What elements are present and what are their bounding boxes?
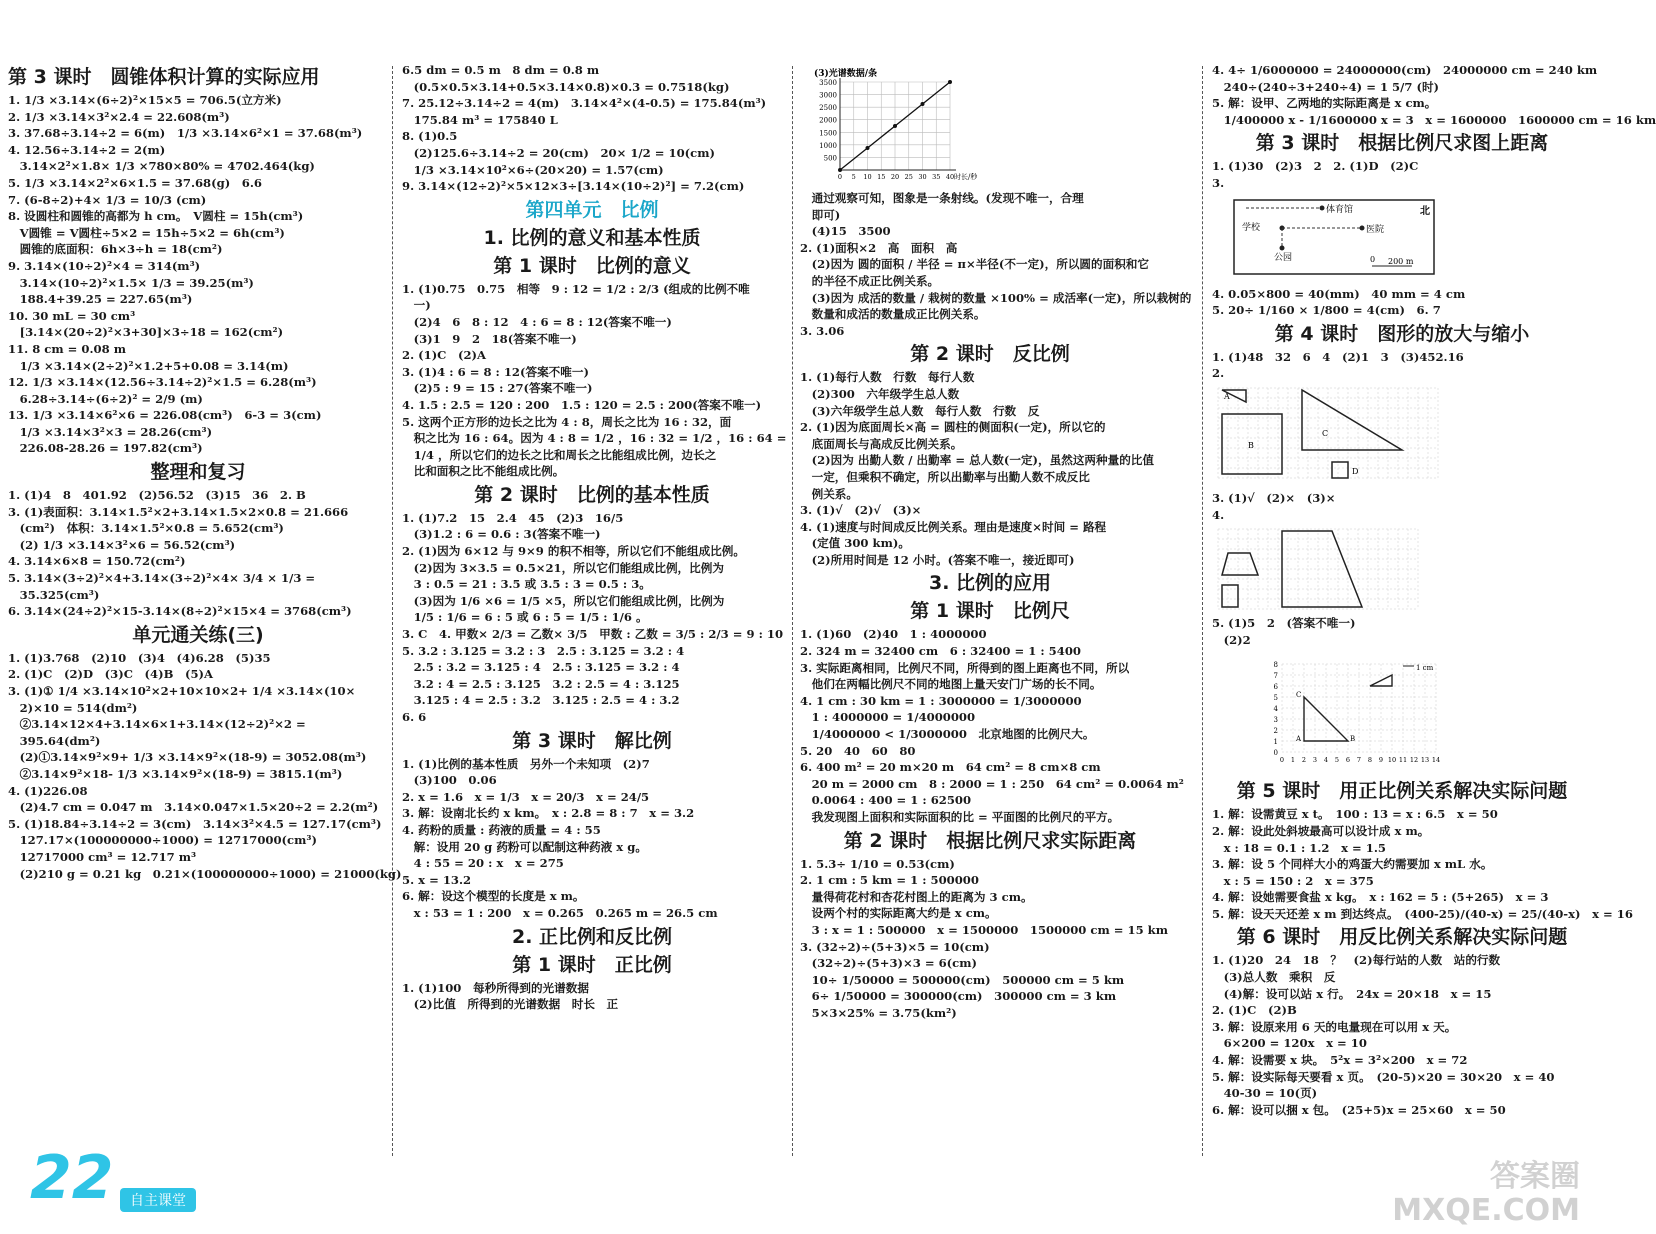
answer-line: 12. 1/3 ×3.14×(12.56÷3.14÷2)²×1.5 = 6.28(m³): [8, 375, 317, 390]
answer-line: 3. 解：设 5 个同样大小的鸡蛋大约需要加 x mL 水。: [1212, 857, 1493, 872]
answer-line: x : 18 = 0.1 : 1.2 x = 1.5: [1212, 840, 1386, 855]
answer-line: 11. 8 cm = 0.08 m: [8, 341, 126, 356]
svg-text:C: C: [1322, 428, 1329, 438]
answer-line: 127.17×(100000000÷1000) = 12717000(cm³): [8, 833, 317, 848]
answer-lines: [402, 281, 787, 480]
answer-line: 3. 实际距离相同，比例尺不同，所得到的图上距离也不同，所以: [800, 660, 1130, 675]
answer-line: (2)因为 圆的面积 / 半径 = π×半径(不一定)，所以圆的面积和它: [800, 257, 1149, 272]
x-tick-label: 15: [877, 173, 886, 181]
answer-line: 10. 30 mL = 30 cm³: [8, 308, 136, 323]
answer-lines: [1212, 286, 1592, 319]
answer-line: 他们在两幅比例尺不同的地图上量天安门广场的长不同。: [800, 677, 1102, 692]
x-tick-label: 0: [837, 173, 843, 181]
answer-line: (2)5 : 9 = 15 : 27(答案不唯一): [402, 381, 593, 396]
lesson-heading: 第 4 课时 图形的放大与缩小: [1274, 322, 1530, 345]
grid-background: [1218, 529, 1418, 609]
data-point: [948, 80, 952, 84]
answer-line: 1. (1)100 每秒所得到的光谱数据: [402, 980, 589, 995]
answer-line: 5. 解：设实际每天要看 x 页。 (20-5)×20 = 30×20 x = 40: [1212, 1069, 1555, 1084]
answer-line: 13. 1/3 ×3.14×6²×6 = 226.08(cm³) 6-3 = 3(cm): [8, 408, 322, 423]
answer-line: 1 : 4000000 = 1/4000000: [800, 710, 976, 725]
lesson-heading: 第 3 课时 解比例: [512, 729, 672, 752]
answer-line: 一): [402, 298, 431, 313]
answer-line: 3. 解：设原来用 6 天的电量现在可以用 x 天。: [1212, 1019, 1457, 1034]
answer-line: 2. x = 1.6 x = 1/3 x = 20/3 x = 24/5: [402, 789, 650, 804]
x-axis-label: 时长/秒: [954, 173, 978, 181]
answer-line: (3)因为 1/6 ×6 = 1/5 ×5，所以它们能组成比例，比例为: [402, 593, 725, 608]
shape-grid: [1212, 527, 1442, 611]
answer-line: x : 5 = 150 : 2 x = 375: [1212, 873, 1374, 888]
y-tick-label: 500: [823, 154, 837, 163]
answer-line: (2)所用时间是 12 小时。(答案不唯一，接近即可): [800, 552, 1075, 567]
answer-line: [3.14×(20÷2)²×3+30]×3÷18 = 162(cm²): [8, 325, 284, 340]
answer-line: 395.64(dm²): [8, 733, 101, 748]
answer-line: 3 : x = 1 : 500000 x = 1500000 1500000 cm = 15 km: [800, 922, 1168, 937]
answer-line: 6.28÷3.14÷(6÷2)² = 2/9 (m): [8, 391, 203, 406]
x-tick-label: 1: [1290, 756, 1296, 765]
data-point: [893, 124, 897, 128]
answer-line: ②3.14×12×4+3.14×6×1+3.14×(12÷2)²×2 =: [8, 717, 306, 732]
answer-line: 1/5 : 1/6 = 6 : 5 或 6 : 5 = 1/5 : 1/6 。: [402, 610, 648, 625]
y-tick-label: 4: [1273, 705, 1278, 714]
column-divider: [1202, 66, 1203, 1156]
map-label-gym: 体育馆: [1326, 204, 1354, 215]
column-2: [402, 62, 787, 1162]
answer-line: 4. 药粉的质量 : 药液的质量 = 4 : 55: [402, 822, 601, 837]
answer-line: 4. 12.56÷3.14÷2 = 2(m): [8, 142, 166, 157]
lesson-heading: 第 1 课时 正比例: [512, 953, 672, 976]
answer-line: 1/3 ×3.14×3²×3 = 28.26(cm³): [8, 424, 213, 439]
watermark: 答案圈 MXQE.COM: [1392, 1159, 1580, 1228]
answer-line: 3. (1)4 : 6 = 8 : 12(答案不唯一): [402, 364, 589, 379]
answer-line: 3. (32÷2)÷(5+3)×5 = 10(cm): [800, 939, 990, 954]
answer-line: 3. (1)√ (2)× (3)×: [1212, 490, 1336, 505]
answer-line: 解：设用 20 g 药粉可以配制这种药液 x g。: [402, 839, 647, 854]
answer-line: 40-30 = 10(页): [1212, 1086, 1318, 1101]
answer-line: 4. 4÷ 1/6000000 = 24000000(cm) 24000000 cm = 240 km: [1212, 63, 1598, 77]
answer-line: 6. 解：设可以捆 x 包。 (25+5)x = 25×60 x = 50: [1212, 1102, 1506, 1117]
unit-title: 第四单元 比例: [525, 198, 659, 221]
answer-line: (2)因为 出勤人数 / 出勤率 = 总人数(一定)，虽然这两种量的比值: [800, 453, 1154, 468]
answer-line: 4. (1)226.08: [8, 783, 88, 798]
page-number: 22: [30, 1143, 114, 1213]
scale-label: 1 cm: [1416, 664, 1434, 673]
answer-line: 圆锥的底面积：6h×3÷h = 18(cm²): [8, 242, 223, 257]
y-tick-label: 1000: [819, 141, 837, 150]
answer-line: 量得荷花村和杏花村图上的距离为 3 cm。: [800, 889, 1033, 904]
x-tick-label: 12: [1409, 756, 1419, 765]
answer-line: 底面周长与高成反比例关系。: [800, 436, 963, 451]
answer-lines: [800, 369, 1180, 568]
answer-line: 12717000 cm³ = 12.717 m³: [8, 849, 197, 864]
answer-line: (cm²) 体积：3.14×1.5²×0.8 = 5.652(cm³): [8, 521, 284, 536]
answer-line: 240÷(240÷3+240÷4) = 1 5/7 (时): [1212, 79, 1440, 94]
data-point: [921, 102, 925, 106]
answer-line: 5. x = 13.2: [402, 872, 472, 887]
section-heading: 整理和复习: [150, 461, 246, 484]
x-tick-label: 5: [851, 173, 856, 181]
answer-line: (3)100 0.06: [402, 773, 497, 788]
answer-line: 4. (1)速度与时间成反比例关系。理由是速度×时间 = 路程: [800, 519, 1107, 534]
answer-line: 6.5 dm = 0.5 m 8 dm = 0.8 m: [402, 63, 600, 77]
answer-line: 2)×10 = 514(dm²): [8, 700, 138, 715]
answer-line: 5. (1)18.84÷3.14÷2 = 3(cm) 3.14×3²×4.5 = 127.17(cm³): [8, 816, 382, 831]
map-label-hospital: 医院: [1366, 224, 1385, 235]
answer-line: 3.: [1212, 175, 1225, 190]
answer-line: 3.125 : 4 = 2.5 : 3.2 3.125 : 2.5 = 4 : 3.2: [402, 693, 680, 708]
answer-line: 2. 1/3 ×3.14×3²×2.4 = 22.608(m³): [8, 109, 230, 124]
answer-line: 35.325(cm³): [8, 587, 100, 602]
answer-line: (2)210 g = 0.21 kg 0.21×(100000000÷1000) = 21000(kg): [8, 866, 402, 881]
answer-line: 5. 3.2 : 3.125 = 3.2 : 3 2.5 : 3.125 = 3.2 : 4: [402, 643, 685, 658]
answer-lines: [402, 980, 782, 1013]
answer-lines: [1212, 62, 1656, 128]
answer-line: 2. 324 m = 32400 cm 6 : 32400 = 1 : 5400: [800, 644, 1081, 659]
answer-line: 1. (1)20 24 18 ？ (2)每行站的人数 站的行数: [1212, 953, 1501, 968]
answer-line: V圆锥 = V圆柱÷5×2 = 15h÷5×2 = 6h(cm³): [8, 225, 285, 240]
answer-lines: [1212, 349, 1592, 382]
answer-line: (2)比值 所得到的光谱数据 时长 正: [402, 997, 619, 1012]
answer-line: (3)1.2 : 6 = 0.6 : 3(答案不唯一): [402, 527, 601, 542]
answer-line: (4)15 3500: [800, 224, 891, 239]
answer-line: 226.08-28.26 = 197.82(cm³): [8, 441, 203, 456]
answer-line: 9. 3.14×(12÷2)²×5×12×3÷[3.14×(10÷2)²] = 7.2(cm): [402, 179, 745, 194]
answer-line: 10÷ 1/50000 = 500000(cm) 500000 cm = 5 km: [800, 972, 1125, 987]
answer-line: 例关系。: [800, 486, 858, 501]
lesson-heading: 第 2 课时 根据比例尺求实际距离: [843, 829, 1137, 852]
answer-line: 3. 37.68÷3.14÷2 = 6(m) 1/3 ×3.14×6²×1 = 37.68(m³): [8, 126, 363, 141]
answer-line: 20 m = 2000 cm 8 : 2000 = 1 : 250 64 cm² = 0.0064 m²: [800, 776, 1184, 791]
y-tick-label: 2500: [819, 104, 837, 113]
answer-line: (3)1 9 2 18(答案不唯一): [402, 331, 577, 346]
point-label: C: [1296, 691, 1302, 700]
answer-lines: [402, 510, 782, 726]
answer-line: 3 : 0.5 = 21 : 3.5 或 3.5 : 3 = 0.5 : 3。: [402, 577, 651, 592]
answer-line: 6×200 = 120x x = 10: [1212, 1036, 1367, 1051]
answer-line: 2.5 : 3.2 = 3.125 : 4 2.5 : 3.125 = 3.2 : 4: [402, 660, 680, 675]
point-label: A: [1296, 735, 1302, 744]
answer-line: 即可): [800, 207, 841, 222]
answer-line: (32÷2)÷(5+3)×3 = 6(cm): [800, 956, 977, 971]
answer-line: 2.: [1212, 366, 1225, 381]
y-tick-label: 1: [1273, 738, 1278, 747]
answer-line: 2. (1)因为 6×12 与 9×9 的积不相等，所以它们不能组成比例。: [402, 544, 745, 559]
answer-lines: [800, 856, 1180, 1022]
answer-line: 4.: [1212, 507, 1225, 522]
answer-line: 1/4000000 < 1/3000000 北京地图的比例尺大。: [800, 727, 1095, 742]
y-tick-label: 6: [1273, 683, 1278, 692]
answer-line: 7. (6-8÷2)+4× 1/3 = 10/3 (cm): [8, 192, 207, 207]
coordinate-grid: [1212, 652, 1442, 774]
graph-title: (3)光谱数据/条: [814, 69, 878, 79]
x-tick-label: 20: [890, 173, 900, 181]
data-point: [866, 146, 870, 150]
answer-line: 1/4 ，所以它们的边长之比和周长之比能组成比例，边长之: [402, 447, 717, 462]
answer-line: 1. (1)60 (2)40 1 : 4000000: [800, 627, 987, 642]
svg-text:B: B: [1248, 440, 1254, 450]
answer-line: 3. (1)① 1/4 ×3.14×10²×2+10×10×2+ 1/4 ×3.14×(10×: [8, 684, 356, 698]
answer-line: 3.2 : 4 = 2.5 : 3.125 3.2 : 2.5 = 4 : 3.125: [402, 676, 680, 691]
series-tag: 自主课堂: [120, 1188, 196, 1212]
answer-line: 5. 这两个正方形的边长之比为 4 : 8，周长之比为 16 : 32，面: [402, 414, 732, 429]
section-heading: 单元通关练(三): [132, 623, 264, 646]
answer-line: 2. (1)面积×2 高 面积 高: [800, 240, 958, 255]
answer-line: 5. 解：设天天还差 x m 到达终点。 (400-25)/(40-x) = 25/(40-x) x = 16: [1212, 906, 1633, 921]
answer-line: 1. 解：设需黄豆 x t。 100 : 13 = x : 6.5 x = 50: [1212, 807, 1498, 822]
x-tick-label: 4: [1323, 756, 1329, 765]
answer-line: x : 53 = 1 : 200 x = 0.265 0.265 m = 26.5 cm: [402, 905, 718, 920]
answer-line: 积之比为 16 : 64。因为 4 : 8 = 1/2 ，16 : 32 = 1/2 ，16 : 64 =: [402, 431, 787, 446]
answer-line: 5. (1)5 2 (答案不唯一): [1212, 616, 1356, 631]
x-tick-label: 10: [863, 173, 872, 181]
answer-lines: [1212, 158, 1592, 191]
answer-line: 4. 解：设需要 x 块。 5²x = 3²×200 x = 72: [1212, 1053, 1468, 1068]
y-tick-label: 3000: [819, 91, 837, 100]
map-diagram: [1212, 196, 1442, 282]
svg-text:D: D: [1352, 466, 1359, 476]
answer-line: 1. (1)7.2 15 2.4 45 (2)3 16/5: [402, 510, 624, 525]
lesson-heading: 第 3 课时 圆锥体积计算的实际应用: [8, 66, 320, 88]
answer-line: 3. (1)√ (2)√ (3)×: [800, 503, 922, 518]
section-heading: 1. 比例的意义和基本性质: [483, 226, 701, 249]
x-tick-label: 11: [1398, 756, 1408, 765]
column-4: [1212, 62, 1656, 1162]
answer-lines: [1212, 952, 1592, 1118]
north-arrow: 北: [1420, 205, 1430, 217]
answer-line: 3. C 4. 甲数× 2/3 = 乙数× 3/5 甲数 : 乙数 = 3/5 : 2/3 = 9 : 10: [402, 627, 784, 642]
answer-lines: [8, 487, 388, 620]
column-divider: [792, 66, 793, 1156]
answer-lines: [1212, 490, 1592, 523]
answer-line: 4. 1 cm : 30 km = 1 : 3000000 = 1/3000000: [800, 693, 1082, 708]
answer-line: 5. 20÷ 1/160 × 1/800 = 4(cm) 6. 7: [1212, 303, 1441, 318]
x-tick-label: 9: [1378, 756, 1384, 765]
answer-line: 2. (1)因为底面周长×高 = 圆柱的侧面积(一定)，所以它的: [800, 420, 1106, 435]
y-tick-label: 7: [1273, 672, 1278, 681]
svg-text:0: 0: [1370, 254, 1376, 264]
answer-line: (2)4 6 8 : 12 4 : 6 = 8 : 12(答案不唯一): [402, 314, 672, 329]
answer-line: (2)因为 3×3.5 = 0.5×21，所以它们能组成比例，比例为: [402, 560, 724, 575]
svg-text:A: A: [1224, 391, 1230, 401]
answer-line: (2)300 六年级学生总人数: [800, 386, 960, 401]
answer-line: (3)总人数 乘积 反: [1212, 970, 1336, 985]
answer-line: 8. 设圆柱和圆锥的高都为 h cm。 V圆柱 = 15h(cm³): [8, 209, 304, 224]
x-tick-label: 8: [1367, 756, 1373, 765]
answer-line: 2. 1 cm : 5 km = 1 : 500000: [800, 873, 979, 888]
lesson-heading: 第 3 课时 根据比例尺求图上距离: [1255, 132, 1549, 155]
answer-line: 4 : 55 = 20 : x x = 275: [402, 856, 564, 871]
answer-line: 数量和成活的数量成正比例关系。: [800, 307, 986, 322]
answer-line: (2) 1/3 ×3.14×3²×6 = 56.52(cm³): [8, 537, 236, 552]
x-tick-label: 35: [932, 173, 941, 181]
answer-line: 6. 400 m² = 20 m×20 m 64 cm² = 8 cm×8 cm: [800, 760, 1101, 775]
answer-line: 我发现图上面积和实际面积的比 = 平面图的比例尺的平方。: [800, 810, 1120, 824]
answer-line: 3.14×(10÷2)²×1.5× 1/3 = 39.25(m³): [8, 275, 254, 290]
answer-line: 2. (1)C (2)B: [1212, 1003, 1297, 1018]
map-label-park: 公园: [1274, 252, 1293, 263]
section-heading: 2. 正比例和反比例: [511, 925, 673, 948]
y-tick-label: 5: [1273, 694, 1278, 703]
answer-line: 1. (1)每行人数 行数 每行人数: [800, 370, 975, 385]
answer-line: 5. 3.14×(3÷2)²×4+3.14×(3÷2)²×4× 3/4 × 1/3 =: [8, 571, 316, 586]
answer-line: 9. 3.14×(10÷2)²×4 = 314(m³): [8, 258, 201, 273]
answer-line: 3.14×2²×1.8× 1/3 ×780×80% = 4702.464(kg): [8, 159, 315, 174]
answer-line: 3. 解：设南北长约 x km。 x : 2.8 = 8 : 7 x = 3.2: [402, 806, 695, 821]
y-tick-label: 0: [1273, 749, 1278, 758]
answer-line: 设两个村的实际距离大约是 x cm。: [800, 906, 997, 921]
answer-line: 5. 解：设甲、乙两地的实际距离是 x cm。: [1212, 96, 1437, 111]
answer-line: 3. 3.06: [800, 323, 845, 338]
y-tick-label: 3: [1273, 716, 1278, 725]
y-tick-label: 1500: [819, 129, 837, 138]
x-tick-label: 30: [918, 173, 927, 181]
answer-line: 1. (1)30 (2)3 2 2. (1)D (2)C: [1212, 159, 1419, 174]
column-divider: [392, 66, 393, 1156]
answer-line: 1/3 ×3.14×10²×6÷(20×20) = 1.57(cm): [402, 162, 664, 177]
answer-line: 6. 3.14×(24÷2)²×15-3.14×(8÷2)²×15×4 = 3768(cm³): [8, 604, 352, 619]
data-point: [838, 168, 842, 172]
y-tick-label: 2000: [819, 116, 837, 125]
section-heading: 3. 比例的应用: [928, 572, 1052, 595]
x-tick-label: 3: [1312, 756, 1318, 765]
answer-line: 1. (1)比例的基本性质 另外一个未知项 (2)7: [402, 756, 650, 771]
answer-line: 3. (1)表面积：3.14×1.5²×2+3.14×1.5×2×0.8 = 21.666: [8, 504, 349, 519]
y-tick-label: 2: [1273, 727, 1278, 736]
y-tick-label: 8: [1273, 661, 1278, 670]
lesson-heading: 第 2 课时 反比例: [910, 343, 1070, 366]
answer-line: 6÷ 1/50000 = 300000(cm) 300000 cm = 3 km: [800, 989, 1117, 1004]
answer-line: 7. 25.12÷3.14÷2 = 4(m) 3.14×4²×(4-0.5) = 175.84(m³): [402, 96, 767, 111]
answer-line: 1. 1/3 ×3.14×(6÷2)²×15×5 = 706.5(立方米): [8, 93, 282, 107]
answer-line: 4. 解：设她需要食盐 x kg。 x : 162 = 5 : (5+265) x = 3: [1212, 890, 1549, 905]
answer-line: 1. (1)48 32 6 4 (2)1 3 (3)452.16: [1212, 349, 1464, 364]
answer-line: 通过观察可知，图象是一条射线。(发现不唯一，合理: [800, 191, 1084, 205]
x-tick-label: 0: [1279, 756, 1285, 765]
answer-lines: [8, 650, 402, 882]
answer-line: 5. 20 40 60 80: [800, 743, 916, 758]
x-tick-label: 7: [1356, 756, 1362, 765]
answer-line: (3)因为 成活的数量 / 栽树的数量 ×100% = 成活率(一定)，所以栽树的: [800, 290, 1192, 305]
answer-line: 4. 3.14×6×8 = 150.72(cm²): [8, 554, 186, 569]
answer-line: 2. 解：设此处斜坡最高可以设计成 x m。: [1212, 823, 1430, 838]
answer-line: 0.0064 : 400 = 1 : 62500: [800, 793, 972, 808]
column-1: [8, 62, 402, 1162]
answer-line: (0.5×0.5×3.14+0.5×3.14×0.8)×0.3 = 0.7518(kg): [402, 79, 730, 94]
answer-line: (定值 300 km)。: [800, 536, 910, 551]
map-label-school: 学校: [1242, 222, 1261, 233]
answer-lines: [1212, 806, 1633, 922]
answer-line: 1. (1)0.75 0.75 相等 9 : 12 = 1/2 : 2/3 (组成的比例不唯: [402, 281, 750, 296]
answer-line: 188.4+39.25 = 227.65(m³): [8, 292, 193, 307]
answer-lines: [8, 92, 388, 457]
x-tick-label: 13: [1420, 756, 1430, 765]
answer-line: 175.84 m³ = 175840 L: [402, 112, 558, 127]
line-graph: [800, 66, 990, 186]
x-tick-label: 14: [1431, 756, 1441, 765]
enlargement-grid: [1212, 386, 1442, 486]
answer-line: (2)①3.14×9²×9+ 1/3 ×3.14×9²×(18-9) = 3052.08(m³): [8, 750, 367, 765]
answer-line: 6. 解：设这个模型的长度是 x m。: [402, 889, 585, 904]
x-tick-label: 2: [1301, 756, 1307, 765]
x-tick-label: 5: [1334, 756, 1340, 765]
answer-line: (2)2: [1212, 632, 1251, 647]
point-label: B: [1350, 735, 1356, 744]
answer-line: 的半径不成正比例关系。: [800, 273, 940, 288]
answer-line: 2. (1)C (2)D (3)C (4)B (5)A: [8, 667, 214, 682]
answer-line: 1. (1)3.768 (2)10 (3)4 (4)6.28 (5)35: [8, 650, 271, 665]
x-tick-label: 6: [1345, 756, 1351, 765]
answer-line: 1. (1)4 8 401.92 (2)56.52 (3)15 36 2. B: [8, 488, 306, 503]
answer-line: 4. 0.05×800 = 40(mm) 40 mm = 4 cm: [1212, 286, 1466, 301]
answer-lines: [402, 756, 782, 922]
x-tick-label: 40: [945, 173, 955, 181]
lesson-heading: 第 6 课时 用反比例关系解决实际问题: [1236, 926, 1568, 949]
answer-line: 4. 1.5 : 2.5 = 120 : 200 1.5 : 120 = 2.5 : 200(答案不唯一): [402, 397, 762, 412]
column-3: [800, 62, 1192, 1162]
answer-line: 5. 1/3 ×3.14×2²×6×1.5 = 37.68(g) 6.6: [8, 175, 262, 190]
answer-line: 2. (1)C (2)A: [402, 348, 487, 363]
answer-line: (4)解：设可以站 x 行。 24x = 20×18 x = 15: [1212, 986, 1492, 1001]
lesson-heading: 第 2 课时 比例的基本性质: [474, 483, 710, 506]
map-scale: 200 m: [1388, 256, 1414, 266]
answer-line: 一定，但乘积不确定，所以出勤率与出勤人数不成反比: [800, 469, 1090, 484]
answer-line: 5×3×25% = 3.75(km²): [800, 1005, 957, 1020]
answer-line: (3)六年级学生总人数 每行人数 行数 反: [800, 403, 1040, 418]
answer-lines: [1212, 615, 1592, 648]
x-tick-label: 25: [904, 173, 913, 181]
lesson-heading: 第 1 课时 比例的意义: [493, 254, 691, 277]
answer-lines: [800, 626, 1184, 825]
answer-line: 1. 5.3÷ 1/10 = 0.53(cm): [800, 856, 955, 871]
answer-lines: [402, 62, 782, 195]
answer-line: 1/3 ×3.14×(2÷2)²×1.2+5+0.08 = 3.14(m): [8, 358, 289, 373]
answer-line: (2)125.6÷3.14÷2 = 20(cm) 20× 1/2 = 10(cm): [402, 145, 715, 160]
answer-line: 比和面积之比不能组成比例。: [402, 464, 565, 479]
answer-lines: [800, 190, 1192, 339]
answer-line: 6. 6: [402, 710, 427, 724]
lesson-heading: 第 5 课时 用正比例关系解决实际问题: [1236, 780, 1568, 803]
lesson-heading: 第 1 课时 比例尺: [910, 600, 1070, 623]
x-tick-label: 10: [1387, 756, 1397, 765]
answer-line: ②3.14×9²×18- 1/3 ×3.14×9²×(18-9) = 3815.1(m³): [8, 766, 343, 781]
y-tick-label: 3500: [819, 79, 837, 87]
answer-line: 8. (1)0.5: [402, 129, 458, 144]
answer-line: 1/400000 x - 1/1600000 x = 3 x = 1600000 1600000 cm = 16 km: [1212, 112, 1656, 127]
answer-line: (2)4.7 cm = 0.047 m 3.14×0.047×1.5×20÷2 = 2.2(m²): [8, 800, 379, 815]
